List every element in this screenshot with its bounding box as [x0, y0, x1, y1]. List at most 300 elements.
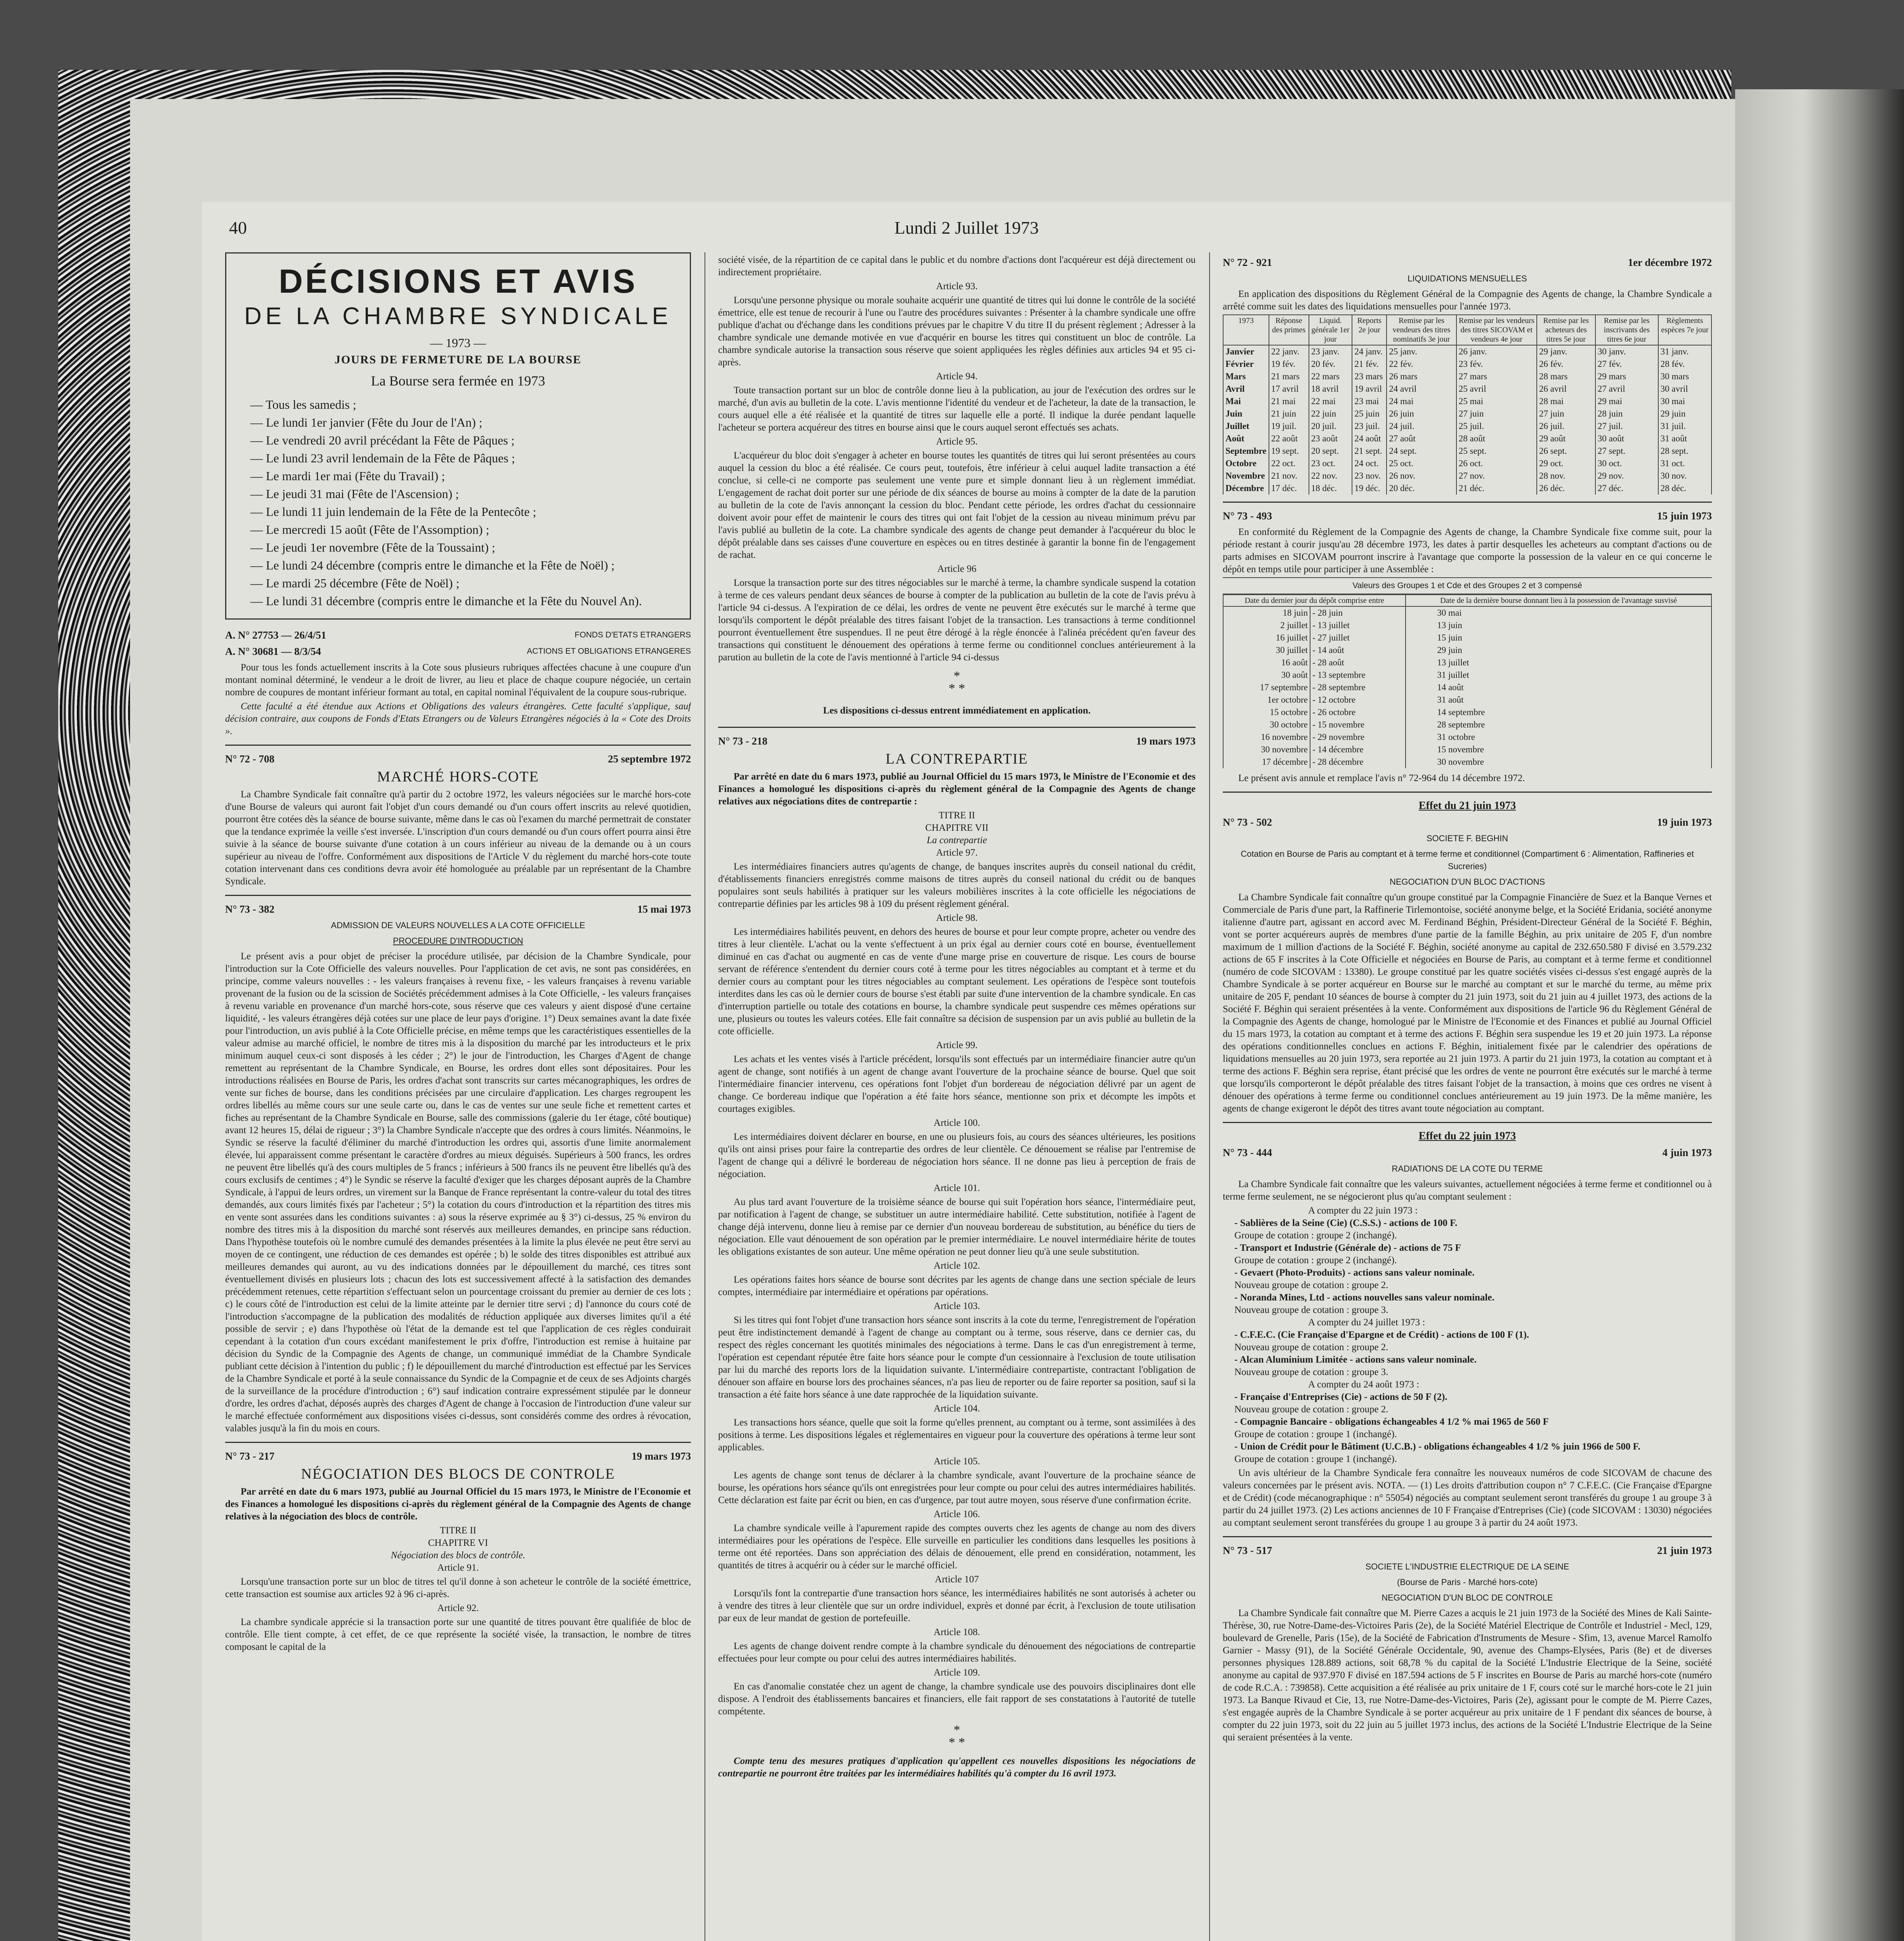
table-row	[1223, 731, 1711, 743]
article-body: Les intermédiaires habilités peuvent, en dehors des heures de bourse et pour leur compte propre, acheter ou vendre des titres à leur clientèle. L'achat ou la vente s'effectuent à un prix égal au dernier cours coté en bourse, éventuellement diminué en cas d'achat ou augmenté en cas de vente d'une marge prise en couverture de risque. Les cours de bourse servant de référence s'entendent du dernier cours coté à terme pour les titres négociables au comptant et à terme et du dernier cours au comptant pour les titres négociables au comptant seulement. Les opérations de l'espèce sont toutefois interdites dans les cas où le dernier cours de bourse s'est établi par suite d'une intervention de la chambre syndicale. En cas d'interruption partielle ou totale des cotations en bourse, la chambre syndicale peut suspendre ces mêmes opérations sur une, plusieurs ou toutes les valeurs cotées. Elle fait connaître sa décision de suspension par un avis publié au bulletin de la cote officielle.	[718, 927, 1196, 1036]
date-cell: 30 janv.	[1595, 345, 1658, 358]
notice-ref: N° 73 - 444 4 juin 1973	[1223, 1147, 1712, 1158]
final-note: Compte tenu des mesures pratiques d'application qu'appellent ces nouvelles dispositions les négociations de contrepartie ne pourront être traitées par les intermédiaires habilités qu'à compter du 16 avril 1973.	[718, 1756, 1196, 1779]
chapitre-subtitle: La contrepartie	[927, 835, 987, 845]
issue-date: Lundi 2 Juillet 1973	[894, 218, 1039, 238]
date-cell: 19 déc.	[1352, 482, 1387, 495]
list-item: — Tous les samedis ;	[250, 398, 356, 411]
table-row	[1223, 606, 1711, 619]
date-cell: 21 mars	[1269, 370, 1309, 383]
liquidations-table-body	[1223, 345, 1711, 495]
date-cell: - 14 août	[1310, 644, 1406, 656]
list-item: — Le jeudi 31 mai (Fête de l'Ascension) ;	[250, 487, 459, 501]
date-cell: 28 mai	[1537, 395, 1595, 408]
notice-subtitle: (Bourse de Paris - Marché hors-cote)	[1397, 1577, 1538, 1587]
notice-intro: Par arrêté en date du 6 mars 1973, publié au Journal Officiel du 15 mars 1973, le Ministre de l'Economie et des Finances a homologué les dispositions ci-après du règlement général de la Compagnie des Agents de change relatives à la négociation des blocs de contrôle.	[225, 1486, 691, 1522]
month-cell: Août	[1223, 432, 1269, 445]
date-cell: 29 oct.	[1537, 457, 1595, 470]
table-row	[1223, 470, 1711, 482]
date-cell: 13 juillet	[1406, 656, 1711, 669]
divider	[225, 1442, 691, 1443]
table-row	[1223, 694, 1711, 706]
date-cell: 30 oct.	[1595, 457, 1658, 470]
effect-heading: Effet du 22 juin 1973	[1418, 1130, 1516, 1142]
notice-subtitle: Cotation en Bourse de Paris au comptant et à terme ferme et conditionnel (Compartiment 6 : Alimentation, Raffineries et Sucreries)	[1241, 849, 1694, 871]
table-header: Remise par les acheteurs des titres 5e jour	[1537, 315, 1595, 345]
date-cell: 27 mars	[1456, 370, 1537, 383]
notice-body: La Chambre Syndicale fait connaître qu'un groupe constitué par la Compagnie Financière de Suez et la Banque Vernes et Commerciale de Paris d'une part, la Raffinerie Tirlemontoise, société anonyme belge, et la Société Eridania, société anonyme italienne d'autre part, agissant en accord avec M. Ferdinand Béghin, Président-Directeur Général de la Société F. Béghin, vont se porter acquéreurs auprès de membres d'une partie de la famille Béghin, au prix unitaire de 205 F, d'un nombre maximum de 1 million d'actions de la Société F. Béghin, société anonyme au capital de 232.650.580 F divisé en 3.579.232 actions de 65 F inscrites à la Cote Officielle et négociées en Bourse de Paris, au comptant et à terme ferme et conditionnel (numéro de code SICOVAM : 13380). Le groupe constitué par les quatre sociétés visées ci-dessus s'est engagé auprès de la Chambre Syndicale à se porter acquéreur en Bourse sur le marché au comptant et sur le marché du terme, au même prix unitaire de 205 F, pendant 10 séances de bourse à compter du 21 juin 1973, soit du 21 juin au 4 juillet 1973, des actions de la Société F. Béghin qui seraient présentées à la vente. Conformément aux dispositions de l'article 96 du Règlement Général de la Compagnie des Agents de change, homologué par le Ministre de l'Economie et des Finances et publié au Journal Officiel du 15 mars 1973, la cotation au comptant et à terme des actions F. Béghin sera suspendue les 19 et 20 juin 1973. La réponse des opérations conditionnelles conclues en actions F. Béghin, initialement fixée par le calendrier des opérations de liquidations mensuelles au 20 juin 1973, sera reportée au 21 juin 1973. A partir du 21 juin 1973, la cotation au comptant et à terme des actions F. Béghin sera reprise, étant précisé que les ordres de vente ne pourront être exécutés sur le marché à terme que lorsqu'ils comporteront le dépôt préalable des titres faisant l'objet de la transaction, à moins que ces ordres ne visent à dénouer des opérations à terme ferme ou conditionnel conclues antérieurement au 19 juin 1973. De la même manière, les agents de change exigeront le dépôt des titres avant toute négociation au comptant.	[1223, 892, 1712, 1114]
list-item: — Le lundi 11 juin lendemain de la Fête de la Pentecôte ;	[250, 505, 536, 519]
chapitre-label: CHAPITRE VI	[428, 1538, 488, 1548]
next-page-edge	[1735, 89, 1904, 1941]
article-heading: Article 98.	[936, 913, 978, 923]
company-name: SOCIETE L'INDUSTRIE ELECTRIQUE DE LA SEINE	[1365, 1562, 1569, 1571]
date-cell: 21 fév.	[1352, 358, 1387, 370]
table-row	[1223, 408, 1711, 420]
date-cell: 19 avril	[1352, 383, 1387, 395]
effect-heading: Effet du 21 juin 1973	[1418, 800, 1516, 812]
date-cell: 21 nov.	[1269, 470, 1309, 482]
notice-ref: N° 73 - 493 15 juin 1973	[1223, 510, 1712, 522]
radiations-list	[1223, 1205, 1712, 1465]
list-item: - Compagnie Bancaire - obligations échangeables 4 1/2 % mai 1965 de 560 F	[1234, 1417, 1549, 1427]
list-item: A compter du 24 août 1973 :	[1308, 1379, 1420, 1390]
date-cell: - 28 septembre	[1310, 681, 1406, 694]
table-row	[1223, 756, 1711, 768]
table-row	[1223, 370, 1711, 383]
date-cell: 29 juin	[1406, 644, 1711, 656]
notice-body: Pour tous les fonds actuellement inscrits à la Cote sous plusieurs rubriques affectées chacune à une coupure d'un montant nominal déterminé, le vendeur a le droit de livrer, au lieu et place de chaque coupure négociée, un certain nombre de coupures de montant inférieur formant au total, en capital nominal l'équivalent de la coupure sous-rubrique.	[225, 662, 691, 698]
date-cell: 22 nov.	[1309, 470, 1352, 482]
notice-ref: N° 73 - 382 15 mai 1973	[225, 903, 691, 915]
month-cell: Juillet	[1223, 420, 1269, 432]
date-cell: 18 avril	[1309, 383, 1352, 395]
date-cell: 25 avril	[1456, 383, 1537, 395]
date-cell: 15 juin	[1406, 632, 1711, 644]
date-cell: 29 mai	[1595, 395, 1658, 408]
article-heading: Article 105.	[934, 1456, 980, 1467]
article-body: En cas d'anomalie constatée chez un agent de change, la chambre syndicale use des pouvoirs disciplinaires dont elle dispose. A l'endroit des établissements bancaires et financiers, elle fait rapport de ses constatations à l'autorité de tutelle compétente.	[718, 1681, 1196, 1717]
date-cell: 28 déc.	[1658, 482, 1711, 495]
date-cell: 30 août	[1595, 432, 1658, 445]
list-item: — Le mardi 25 décembre (Fête de Noël) ;	[250, 576, 460, 590]
list-item: — Le lundi 24 décembre (compris entre le dimanche et la Fête de Noël) ;	[250, 558, 615, 572]
section-title: DÉCISIONS ET AVIS	[279, 263, 637, 300]
date-cell: 15 octobre	[1223, 706, 1310, 719]
page-number: 40	[229, 218, 247, 238]
date-cell: 30 mai	[1406, 606, 1711, 619]
month-cell: Mai	[1223, 395, 1269, 408]
table-header: Liquid. générale 1er jour	[1309, 315, 1352, 345]
date-cell: 26 oct.	[1456, 457, 1537, 470]
notice-title: MARCHÉ HORS-COTE	[377, 769, 539, 785]
notice-title: NÉGOCIATION DES BLOCS DE CONTROLE	[301, 1466, 615, 1482]
table-header: Règlements espèces 7e jour	[1658, 315, 1711, 345]
list-item: - Alcan Aluminium Limitée - actions sans valeur nominale.	[1234, 1354, 1477, 1365]
table-header: Remise par les vendeurs des titres SICOVAM et vendeurs 4e jour	[1456, 315, 1537, 345]
table-row	[1223, 358, 1711, 370]
list-item: A compter du 24 juillet 1973 :	[1308, 1317, 1425, 1328]
article-heading: Article 93.	[936, 281, 978, 292]
date-cell: - 15 novembre	[1310, 719, 1406, 731]
month-cell: Février	[1223, 358, 1269, 370]
table-row	[1223, 619, 1711, 632]
notice-body: En application des dispositions du Règlement Général de la Compagnie des Agents de change, la Chambre Syndicale a arrêté comme suit les dates des liquidations mensuelles pour l'année 1973.	[1223, 289, 1712, 312]
date-cell: 14 septembre	[1406, 706, 1711, 719]
date-cell: 27 avril	[1595, 383, 1658, 395]
notice-note: Un avis ultérieur de la Chambre Syndicale fera connaître les nouveaux numéros de code SICOVAM de chacune des valeurs concernées par le présent avis. NOTA. — (1) Les droits d'attribution coupon n° 7 C.F.E.C. (Cie Française d'Epargne et de Crédit) (code mécanographique : n° 55054) négociés au comptant seulement seront transférés du groupe 1 au groupe 3 à partir du 24 juillet 1973. (2) Les actions anciennes de 10 F Française d'Entreprises (Cie) (code SICOVAM : 13030) négociées au comptant seulement seront transférées du groupe 1 au groupe 3 à partir du 24 août 1973.	[1223, 1468, 1712, 1528]
closing-days-intro: La Bourse sera fermée en 1973	[371, 373, 545, 389]
article-heading: Article 94.	[936, 371, 978, 382]
date-cell: 29 mars	[1595, 370, 1658, 383]
article-heading: Article 107	[935, 1574, 979, 1585]
date-cell: - 28 juin	[1310, 606, 1406, 619]
date-cell: 20 fév.	[1309, 358, 1352, 370]
list-item: Nouveau groupe de cotation : groupe 2.	[1234, 1342, 1389, 1352]
date-cell: 17 avril	[1269, 383, 1309, 395]
date-cell: 29 août	[1537, 432, 1595, 445]
date-cell: 30 mars	[1658, 370, 1711, 383]
date-cell: 28 août	[1456, 432, 1537, 445]
date-cell: 30 mai	[1658, 395, 1711, 408]
article-heading: Article 92.	[437, 1603, 479, 1613]
date-cell: 24 mai	[1387, 395, 1456, 408]
article-body: La chambre syndicale apprécie si la transaction porte sur une quantité de titres pouvant être qualifiée de bloc de contrôle. Elle tient compte, à cet effet, de ce que représente la société visée, la transaction, le nombre de titres composant le capital de la	[225, 1617, 691, 1652]
masthead-box	[225, 252, 691, 620]
article-body: La chambre syndicale veille à l'apurement rapide des comptes ouverts chez les agents de change au nom des divers intermédiaires pour les opérations de l'espèce. Elle surveille en particulier les conditions dans lesquelles les positions à terme ont été reportées. Dans son appréciation des délais de dénouement, elle prend en considération, notamment, les quantités de titres à acquérir ou à céder sur le marché officiel.	[718, 1523, 1196, 1571]
table-header-row	[1223, 315, 1711, 345]
date-cell: 28 nov.	[1537, 470, 1595, 482]
list-item: - Gevaert (Photo-Produits) - actions sans valeur nominale.	[1234, 1267, 1475, 1278]
notice-title: ADMISSION DE VALEURS NOUVELLES A LA COTE OFFICIELLE	[331, 920, 585, 930]
article-body: Lorsqu'une personne physique ou morale souhaite acquérir une quantité de titres qui lui donne le contrôle de la société émettrice, elle est tenue de recourir à l'une ou l'autre des procédures suivantes : Présenter à la chambre syndicale une offre publique d'achat ou d'échange dans les conditions prévues par le chapitre V du titre II du présent règlement ; Adresser à la chambre syndicale une demande motivée en vue d'acquérir en bourse les titres qui constituent un bloc de contrôle. La chambre syndicale autorise la transaction sous réserve que soient appliquées les règles définies aux articles 94 et 95 ci-après.	[718, 295, 1196, 368]
list-item: — Le jeudi 1er novembre (Fête de la Toussaint) ;	[250, 540, 495, 554]
date-cell: 17 décembre	[1223, 756, 1310, 768]
table-header: Date du dernier jour du dépôt comprise entre	[1223, 595, 1406, 606]
date-cell: 27 août	[1387, 432, 1456, 445]
table-row	[1223, 632, 1711, 644]
list-item: - C.F.E.C. (Cie Française d'Epargne et de Crédit) - actions de 100 F (1).	[1234, 1330, 1529, 1340]
month-cell: Janvier	[1223, 345, 1269, 358]
table-row	[1223, 395, 1711, 408]
list-item: - Union de Crédit pour le Bâtiment (U.C.B.) - obligations échangeables 4 1/2 % juin 1966 de 500 F.	[1234, 1441, 1640, 1452]
column-left	[225, 252, 691, 1941]
notice-title: LA CONTREPARTIE	[885, 751, 1028, 767]
list-item: — Le mercredi 15 août (Fête de l'Assomption) ;	[250, 523, 489, 536]
separator-stars: * * *	[948, 1723, 965, 1750]
notice-ref: A. N° 27753 — 26/4/51 FONDS D'ETATS ETRANGERS	[225, 629, 691, 641]
date-cell: 26 janv.	[1456, 345, 1537, 358]
list-item: — Le lundi 23 avril lendemain de la Fête de Pâques ;	[250, 451, 515, 465]
article-heading: Article 109.	[934, 1667, 980, 1678]
list-item: - Noranda Mines, Ltd - actions nouvelles sans valeur nominale.	[1234, 1292, 1494, 1303]
month-cell: Décembre	[1223, 482, 1269, 495]
chapitre-label: CHAPITRE VII	[925, 823, 989, 833]
date-cell: - 27 juillet	[1310, 632, 1406, 644]
list-item: Nouveau groupe de cotation : groupe 3.	[1234, 1367, 1389, 1377]
date-cell: 28 septembre	[1406, 719, 1711, 731]
date-cell: 23 fév.	[1456, 358, 1537, 370]
table-header: Reports 2e jour	[1352, 315, 1387, 345]
article-body: société visée, de la répartition de ce capital dans le public et du nombre d'actions dont l'acquéreur est déjà directement ou indirectement propriétaire.	[718, 255, 1196, 278]
list-item: A compter du 22 juin 1973 :	[1308, 1205, 1418, 1216]
date-cell: 26 juil.	[1537, 420, 1595, 432]
month-cell: Juin	[1223, 408, 1269, 420]
article-body: Les intermédiaires financiers autres qu'agents de change, de banques inscrites auprès du conseil national du crédit, d'établissements financiers enregistrés comme maisons de titres auprès du conseil national du crédit ou de banques populaires sont seuls habilités à pratiquer sur les valeurs mobilières inscrites à la cote officielle les négociations de contrepartie définies par les articles 98 à 109 du présent règlement général.	[718, 861, 1196, 909]
notice-title: RADIATIONS DE LA COTE DU TERME	[1392, 1164, 1543, 1174]
date-cell: 20 juil.	[1309, 420, 1352, 432]
article-body: Toute transaction portant sur un bloc de contrôle donne lieu à la publication, au jour de l'exécution des ordres sur le marché, d'un avis au bulletin de la cote. L'avis mentionne l'identité du vendeur et de l'acheteur, la date de la transaction, le cours auquel elle a été réalisée et la quantité de titres sur laquelle elle a porté. Il indique la durée pendant laquelle l'acheteur se portera acquéreur des titres en bourse ainsi que le cours auquel seront effectués ses achats.	[718, 385, 1196, 433]
date-cell: 28 juin	[1595, 408, 1658, 420]
table-header: Date de la dernière bourse donnant lieu à la possession de l'avantage susvisé	[1406, 595, 1711, 606]
date-cell: 30 octobre	[1223, 719, 1310, 731]
notice-ref: N° 73 - 217 19 mars 1973	[225, 1450, 691, 1462]
date-cell: 30 avril	[1658, 383, 1711, 395]
list-item: — Le mardi 1er mai (Fête du Travail) ;	[250, 469, 445, 483]
article-body: Les transactions hors séance, quelle que soit la forme qu'elles prennent, au comptant ou à terme, sont assimilées à des positions à terme. Les dispositions légales et réglementaires en vigueur pour la couverture des opérations à terme leur sont applicables.	[718, 1417, 1196, 1453]
date-cell: 27 juil.	[1595, 420, 1658, 432]
divider	[718, 727, 1196, 728]
date-cell: 29 janv.	[1537, 345, 1595, 358]
table-header: Réponse des primes	[1269, 315, 1309, 345]
date-cell: 17 septembre	[1223, 681, 1310, 694]
notice-title: NEGOCIATION D'UN BLOC DE CONTROLE	[1382, 1593, 1553, 1602]
notice-subtitle: PROCEDURE D'INTRODUCTION	[393, 936, 523, 946]
date-cell: 1er octobre	[1223, 694, 1310, 706]
table-header: Remise par les vendeurs des titres nominatifs 3e jour	[1387, 315, 1456, 345]
divider	[1223, 1122, 1712, 1123]
table-row	[1223, 457, 1711, 470]
date-cell: 13 juin	[1406, 619, 1711, 632]
date-cell: 25 oct.	[1387, 457, 1456, 470]
list-item: - Française d'Entreprises (Cie) - actions de 50 F (2).	[1234, 1392, 1448, 1402]
date-cell: - 28 décembre	[1310, 756, 1406, 768]
date-cell: 25 sept.	[1456, 445, 1537, 457]
month-cell: Novembre	[1223, 470, 1269, 482]
date-cell: - 13 juillet	[1310, 619, 1406, 632]
article-body: Si les titres qui font l'objet d'une transaction hors séance sont inscrits à la cote du terme, l'enregistrement de l'opération peut être indistinctement demandé à l'agent de change au comptant ou à terme, sous réserve, dans ce dernier cas, du respect des règles concernant les quotités minimales des négociations à terme. Dans le cas d'un enregistrement à terme, l'opération est cependant réputée être faite hors séance pour le compte d'un cessionnaire à l'exclusion de toute utilisation par lui du marché des reports lors de la liquidation suivante. L'intermédiaire contrepartiste, contractant l'obligation de dénouer son affaire en bourse lors des prochaines séances, n'a pas lieu de reporter ou de faire reporter sa position, sauf si la transaction a été faite hors séance à une date rapprochée de la liquidation suivante.	[718, 1315, 1196, 1400]
notice-body: Cette faculté a été étendue aux Actions et Obligations des valeurs étrangères. Cette faculté s'applique, sauf décision contraire, aux coupons de Fonds d'Etats Etrangers ou de Valeurs Etrangères négociés à la « Cote des Droits ».	[225, 701, 691, 736]
date-cell: 28 sept.	[1658, 445, 1711, 457]
month-cell: Mars	[1223, 370, 1269, 383]
liquidations-table	[1223, 314, 1712, 495]
article-body: Lorsque la transaction porte sur des titres négociables sur le marché à terme, la chambre syndicale suspend la cotation à terme de ces valeurs pendant deux séances de bourse à compter de la publication au bulletin de la cote de l'avis prévu à l'article 94 ci-dessus. A l'expiration de ce délai, les ordres de vente ne peuvent être exécutés sur le marché à terme que lorsqu'ils comportent le dépôt préalable des titres faisant l'objet de la transaction. Les transactions à terme conditionnel pourront éventuellement être suspendues. Il ne peut être dérogé à la règle énoncée à l'alinéa précédent qu'en faveur des transactions qui constituent le dénouement des opérations à terme ferme ou conditionnel conclues antérieurement à la parution au bulletin de la cote de l'avis mentionné à l'article 94 ci-dessus	[718, 578, 1196, 663]
date-cell: 27 sept.	[1595, 445, 1658, 457]
date-cell: 30 juillet	[1223, 644, 1310, 656]
date-cell: 25 juin	[1352, 408, 1387, 420]
date-cell: 26 fév.	[1537, 358, 1595, 370]
column-middle	[718, 252, 1196, 1941]
date-cell: 24 janv.	[1352, 345, 1387, 358]
divider	[225, 895, 691, 896]
divider	[225, 745, 691, 746]
document-page	[202, 202, 1731, 1941]
date-cell: 21 mai	[1269, 395, 1309, 408]
date-cell: 19 juil.	[1269, 420, 1309, 432]
date-cell: 27 fév.	[1595, 358, 1658, 370]
date-cell: 22 janv.	[1269, 345, 1309, 358]
date-cell: 19 sept.	[1269, 445, 1309, 457]
article-body: Les agents de change sont tenus de déclarer à la chambre syndicale, avant l'ouverture de la prochaine séance de bourse, les opérations hors séance qu'ils ont enregistrées pour leur compte ou pour celui des autres intermédiaires habilités. Cette déclaration est faite par écrit ou bien, en cas d'urgence, par tout autre moyen, sous réserve d'une confirmation écrite.	[718, 1470, 1196, 1505]
article-heading: Article 106.	[934, 1509, 980, 1519]
date-cell: 31 janv.	[1658, 345, 1711, 358]
notice-footer: Le présent avis annule et remplace l'avis n° 72-964 du 14 décembre 1972.	[1238, 773, 1525, 783]
date-cell: 26 déc.	[1537, 482, 1595, 495]
closing-days-title: JOURS DE FERMETURE DE LA BOURSE	[334, 353, 582, 366]
date-cell: 29 juin	[1658, 408, 1711, 420]
deposit-dates-body	[1223, 606, 1711, 768]
notice-body: La Chambre Syndicale fait connaître qu'à partir du 2 octobre 1972, les valeurs négociées sur le marché hors-cote d'une Bourse de valeurs qui auront fait l'objet d'un cours demandé ou d'un cours offert inscrits au relevé quotidien, pourront être cotées dès la séance de bourse suivante, même dans le cas où l'examen du marché permettrait de constater que la tendance exprimée la veille s'est inversée. L'inscription d'un cours demandé ou d'un cours offert pourra ainsi être suivie à la séance de bourse suivante d'une cotation à un cours inférieur au niveau de la demande ou à un cours supérieur au niveau de l'offre. Conformément aux dispositions de l'Article V du règlement du marché hors-cote toute cotation intervenant dans ces conditions devra avoir été homologuée au préalable par un représentant de la Chambre Syndicale.	[225, 789, 691, 887]
article-body: Lorsqu'une transaction porte sur un bloc de titres tel qu'il donne à son acheteur le contrôle de la société émettrice, cette transaction est soumise aux articles 92 à 96 ci-après.	[225, 1576, 691, 1599]
date-cell: 21 sept.	[1352, 445, 1387, 457]
date-cell: - 28 août	[1310, 656, 1406, 669]
date-cell: 31 juil.	[1658, 420, 1711, 432]
table-header: 1973	[1223, 315, 1269, 345]
date-cell: 2 juillet	[1223, 619, 1310, 632]
date-cell: 24 avril	[1387, 383, 1456, 395]
list-item: Nouveau groupe de cotation : groupe 3.	[1234, 1305, 1389, 1315]
table-row	[1223, 345, 1711, 358]
date-cell: - 14 décembre	[1310, 743, 1406, 756]
date-cell: 26 sept.	[1537, 445, 1595, 457]
year-label: — 1973 —	[430, 336, 486, 350]
date-cell: 23 nov.	[1352, 470, 1387, 482]
date-cell: 31 août	[1406, 694, 1711, 706]
date-cell: 22 fév.	[1387, 358, 1456, 370]
table-header: Remise par les inscrivants des titres 6e jour	[1595, 315, 1658, 345]
divider	[1223, 792, 1712, 793]
notice-body: La Chambre Syndicale fait connaître que les valeurs suivantes, actuellement négociées à terme ferme et conditionnel ou à terme ferme seulement, ne se négocieront plus qu'au comptant seulement :	[1223, 1179, 1712, 1202]
date-cell: 30 nov.	[1658, 470, 1711, 482]
section-subtitle: DE LA CHAMBRE SYNDICALE	[244, 303, 672, 330]
date-cell: 24 oct.	[1352, 457, 1387, 470]
deposit-dates-table	[1223, 594, 1712, 768]
list-item: - Transport et Industrie (Générale de) - actions de 75 F	[1234, 1243, 1461, 1253]
table-row	[1223, 681, 1711, 694]
date-cell: 23 juil.	[1352, 420, 1387, 432]
table-row	[1223, 383, 1711, 395]
date-cell: 26 nov.	[1387, 470, 1456, 482]
page-header	[229, 217, 1704, 241]
notice-ref: N° 72 - 708 25 septembre 1972	[225, 753, 691, 765]
list-item: Groupe de cotation : groupe 2 (inchangé).	[1234, 1230, 1397, 1241]
table-row	[1223, 706, 1711, 719]
date-cell: - 26 octobre	[1310, 706, 1406, 719]
table-row	[1223, 432, 1711, 445]
date-cell: 18 juin	[1223, 606, 1310, 619]
date-cell: 24 sept.	[1387, 445, 1456, 457]
list-item: Nouveau groupe de cotation : groupe 2.	[1234, 1404, 1389, 1415]
date-cell: 30 novembre	[1223, 743, 1310, 756]
divider	[1223, 1536, 1712, 1537]
article-heading: Article 104.	[934, 1403, 980, 1414]
notice-intro: Par arrêté en date du 6 mars 1973, publié au Journal Officiel du 15 mars 1973, le Ministre de l'Economie et des Finances a homologué les dispositions ci-après du règlement général de la Compagnie des Agents de change relatives aux négociations dites de contrepartie :	[718, 771, 1196, 807]
article-body: Les opérations faites hors séance de bourse sont décrites par les agents de change dans une section spéciale de leurs comptes, intermédiaire par intermédiaire et opérations par opérations.	[718, 1274, 1196, 1297]
effect-note: Les dispositions ci-dessus entrent immédiatement en application.	[823, 705, 1091, 716]
date-cell: 24 août	[1352, 432, 1387, 445]
date-cell: 25 mai	[1456, 395, 1537, 408]
table-row	[1223, 482, 1711, 495]
month-cell: Avril	[1223, 383, 1269, 395]
divider	[1223, 502, 1712, 503]
date-cell: 23 mai	[1352, 395, 1387, 408]
date-cell: 26 mars	[1387, 370, 1456, 383]
date-cell: 30 novembre	[1406, 756, 1711, 768]
article-heading: Article 101.	[934, 1183, 980, 1193]
list-item: — Le vendredi 20 avril précédant la Fête de Pâques ;	[250, 433, 515, 447]
date-cell: 21 déc.	[1456, 482, 1537, 495]
date-cell: 31 juillet	[1406, 669, 1711, 681]
date-cell: - 12 octobre	[1310, 694, 1406, 706]
company-name: SOCIETE F. BEGHIN	[1426, 833, 1508, 843]
date-cell: 23 janv.	[1309, 345, 1352, 358]
list-item: — Le lundi 31 décembre (compris entre le dimanche et la Fête du Nouvel An).	[250, 594, 642, 608]
notice-body: Le présent avis a pour objet de préciser la procédure utilisée, par décision de la Chambre Syndicale, pour l'introduction sur la Cote Officielle des valeurs nouvelles. Pour l'application de cet avis, ne sont pas considérées, en principe, comme valeurs nouvelles : - les valeurs françaises à revenu fixe, - les valeurs françaises à revenu variable provenant de la fusion ou de la scission de Sociétés précédemment admises à la Cote Officielle, - les valeurs françaises à revenu variable en provenance d'un marché hors-cote, sous réserve que ces valeurs y aient disposé d'une certaine liquidité, - les valeurs étrangères déjà cotées sur une place de leur pays d'origine. 1°) Deux semaines avant la date fixée pour l'introduction, un avis publié à la Cote Officielle précise, en même temps que les caractéristiques essentielles de la valeur admise au marché officiel, le nombre de titres mis à la disposition du marché par les introducteurs et le prix minimum auquel ceux-ci sont disposés à les céder ; 2°) le jour de l'introduction, les Charges d'Agent de change remettent au représentant de la Chambre Syndicale, en Bourse, les ordres dont elles sont dépositaires. Pour les introductions réalisées en Bourse de Paris, les ordres d'achat sont transcrits sur cartes mécanographiques, les ordres de vente sur fiches de bourse, dans les conditions précisées par une circulaire d'application. Les charges regroupent les ordres libellés au même cours sur une seule carte ou, dans le cas de ventes sur une seule fiche et remettent cartes et fiches au représentant de la Chambre Syndicale en Bourse, salle des commissions (galerie du 1er étage, côté boutique) avant 12 heures 15, délai de rigueur ; 3°) la Chambre Syndicale n'accepte que des ordres à cours limités. Néanmoins, le Syndic se réserve la faculté d'éliminer du marché d'introduction les ordres qui, assortis d'une limite anormalement élevée, lui apparaissent comme présentant le caractère d'ordres au mieux déguisés. Supérieurs à 500 francs, les ordres ne peuvent être libellés qu'à des cours multiples de 5 francs ; inférieurs à 500 francs ils ne peuvent être libellés qu'à des cours exclusifs de centimes ; 4°) le Syndic se réserve la faculté d'exiger que les charges déposant auprès de la Chambre Syndicale, à l'appui de leurs ordres, un virement sur la Banque de France représentant la contre-valeur du total des titres demandés, aux cours limités fixés par l'acheteur ; 5°) la cotation du cours d'introduction et la répartition des titres mis en vente sont assurées dans les conditions suivantes : a) sous la réserve exprimée au § 3°) ci-dessus, 25 % environ du nombre des titres mis à la disposition du marché sont réservés aux meilleures demandes, en principe sans réduction. Dans l'hypothèse toutefois où le nombre cumulé des demandes présentées à la limite la plus élevée ne peut être servi au moyen de ce contingent, une réduction de ces demandes est opérée ; b) le solde des titres disponibles est attribué aux meilleures demandes qui auront, au vu des indications données par le dépouillement du marché, ces titres sont éventuellement divisés en plusieurs lots ; chacun des lots est successivement affecté à la satisfaction des demandes précédemment retenues, cette répartition s'effectuant selon un pourcentage croissant du premier au dernier de ces lots ; c) le cours côté de l'introduction est celui de la limite atteinte par le dernier titre servi ; d) l'annonce du cours coté de l'introduction s'accompagne de la publication des modalités de réduction appliquée aux diverses limites qu'il a été possible de servir ; e) dans l'hypothèse où l'état de la demande est tel que l'application de ces règles conduirait cependant à la cotation d'un cours excédant manifestement le prix d'offre, l'introduction est remise à huitaine par décision du Syndic de la Compagnie des Agents de change, un communiqué immédiat de la Chambre Syndicale publiant cette décision à l'intention du public ; f) le dépouillement du marché d'introduction est effectué par les Services de la Chambre Syndicale et porté à la seule connaissance du Syndic de la Compagnie et de ceux de ses Adjoints chargés de la surveillance de la procédure d'introduction ; 6°) sauf indication contraire expressément stipulée par le donneur d'ordre, les ordres d'achat, déposés auprès des charges d'Agent de change à l'occasion de l'introduction d'une valeur sur le marché effectuée conformément aux dispositions visées ci-dessus, sont considérés comme des ordres à révocation, valables jusqu'à la fin du mois en cours.	[225, 951, 691, 1434]
date-cell: 15 novembre	[1406, 743, 1711, 756]
list-item: Groupe de cotation : groupe 1 (inchangé).	[1234, 1454, 1397, 1464]
date-cell: 30 août	[1223, 669, 1310, 681]
date-cell: 18 déc.	[1309, 482, 1352, 495]
table-header-row	[1223, 595, 1711, 606]
date-cell: 16 juillet	[1223, 632, 1310, 644]
date-cell: 14 août	[1406, 681, 1711, 694]
date-cell: 25 juil.	[1456, 420, 1537, 432]
list-item: — Le lundi 1er janvier (Fête du Jour de l'An) ;	[250, 415, 483, 429]
article-body: Au plus tard avant l'ouverture de la troisième séance de bourse qui suit l'opération hors séance, l'intermédiaire peut, par notification à l'agent de change, se substituer un autre intermédiaire habilité. Cette substitution, notifiée à l'agent de change déjà intervenu, donne lieu à remise par ce dernier d'un nouveau bordereau de substitution, au bénéfice du tiers de négociation. Elle vaut dénouement de son opération par le premier intermédiaire. Le nouvel intermédiaire hérite de toutes les obligations existantes de son auteur. Une même opération ne peut donner lieu qu'à une seule substitution.	[718, 1197, 1196, 1257]
date-cell: 23 oct.	[1309, 457, 1352, 470]
closing-days-list	[236, 396, 680, 610]
date-cell: 22 mai	[1309, 395, 1352, 408]
column-right	[1223, 252, 1712, 1941]
notice-ref: N° 73 - 502 19 juin 1973	[1223, 816, 1712, 828]
article-body: Les intermédiaires doivent déclarer en bourse, en une ou plusieurs fois, au cours des séances ultérieures, les positions qu'ils ont ainsi prises pour faire la contrepartie des ordres de leur clientèle. Ce dénouement se réalise par l'entremise de l'agent de change qui a délivré le bordereau de négociation hors séance. Il ne donne pas lieu à perception de frais de négociation.	[718, 1132, 1196, 1179]
article-heading: Article 103.	[934, 1301, 980, 1311]
article-heading: Article 108.	[934, 1627, 980, 1637]
date-cell: 22 mars	[1309, 370, 1352, 383]
titre-label: TITRE II	[440, 1525, 476, 1536]
date-cell: 26 juin	[1387, 408, 1456, 420]
table-row	[1223, 719, 1711, 731]
notice-title: NEGOCIATION D'UN BLOC D'ACTIONS	[1389, 877, 1545, 887]
date-cell: 25 janv.	[1387, 345, 1456, 358]
article-heading: Article 91.	[437, 1563, 479, 1573]
article-body: Lorsqu'ils font la contrepartie d'une transaction hors séance, les intermédiaires habilités ne sont autorisés à acheter ou à vendre des titres à leur clientèle que sur un ordre individuel, exprès et donné par écrit, à l'exclusion de toute utilisation par eux de leur mandat de gestion de portefeuille.	[718, 1588, 1196, 1623]
article-heading: Article 97.	[936, 847, 978, 858]
month-cell: Octobre	[1223, 457, 1269, 470]
notice-ref: A. N° 30681 — 8/3/54 ACTIONS ET OBLIGATIONS ETRANGERES	[225, 646, 691, 657]
date-cell: 16 novembre	[1223, 731, 1310, 743]
notice-ref: N° 73 - 218 19 mars 1973	[718, 735, 1196, 747]
notice-body: En conformité du Règlement de la Compagnie des Agents de change, la Chambre Syndicale fixe comme suit, pour la période restant à courir jusqu'au 28 décembre 1973, les dates à partir desquelles les acheteurs au comptant d'actions ou de parts admises en SICOVAM pourront inscrire à l'avantage que comporte la possession de la valeur en ce qui concerne le dépôt en temps utile pour participer à une Assemblée :	[1223, 527, 1712, 575]
table-row	[1223, 445, 1711, 457]
table-row	[1223, 743, 1711, 756]
date-cell: - 13 septembre	[1310, 669, 1406, 681]
article-heading: Article 100.	[934, 1118, 980, 1128]
date-cell: 31 août	[1658, 432, 1711, 445]
date-cell: 20 sept.	[1309, 445, 1352, 457]
table-row	[1223, 420, 1711, 432]
date-cell: - 29 novembre	[1310, 731, 1406, 743]
list-item: Nouveau groupe de cotation : groupe 2.	[1234, 1280, 1389, 1290]
date-cell: 22 juin	[1309, 408, 1352, 420]
article-heading: Article 102.	[934, 1260, 980, 1271]
article-heading: Article 99.	[936, 1040, 978, 1050]
notice-title: LIQUIDATIONS MENSUELLES	[1408, 274, 1527, 283]
date-cell: 27 juin	[1456, 408, 1537, 420]
date-cell: 28 fév.	[1658, 358, 1711, 370]
month-cell: Septembre	[1223, 445, 1269, 457]
date-cell: 23 mars	[1352, 370, 1387, 383]
